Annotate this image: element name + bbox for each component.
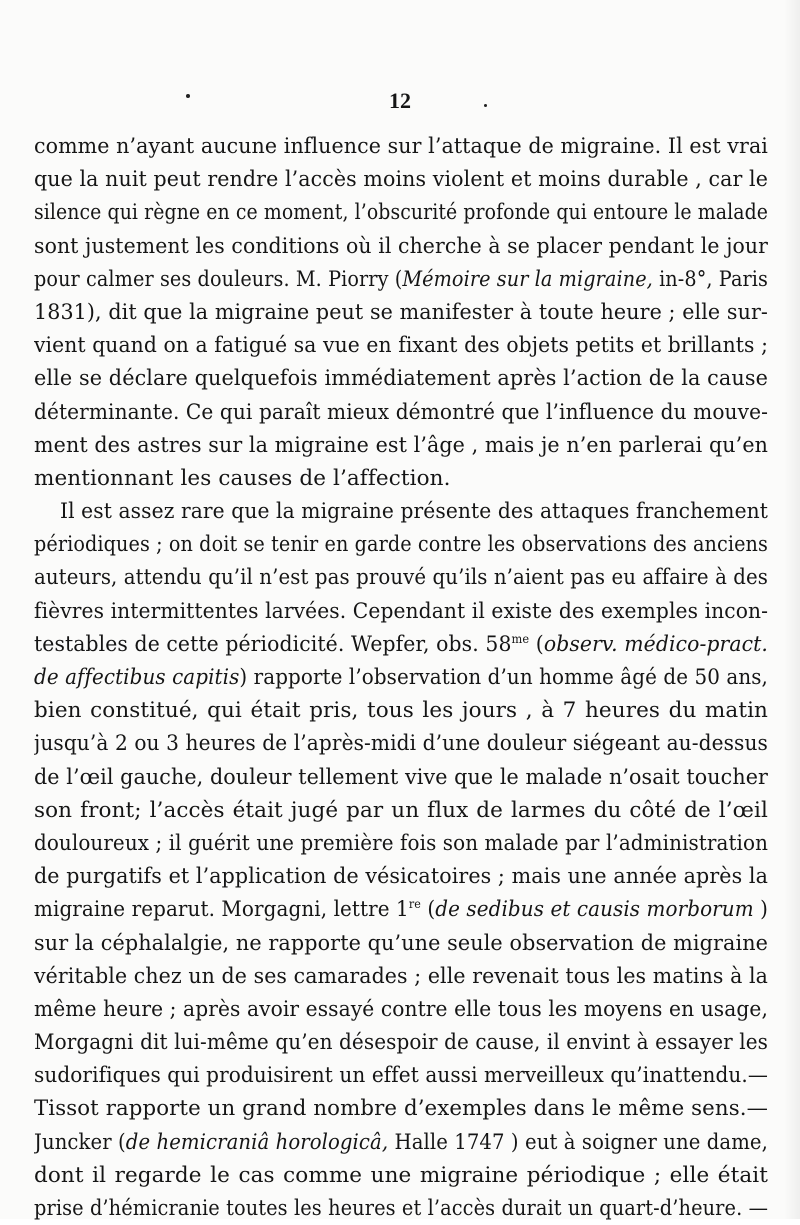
text-line: même heure ; après avoir essayé contre elle tous les moyens en usage, <box>34 996 768 1022</box>
text-line: douloureux ; il guérit une première fois son malade par l’administration <box>34 830 768 856</box>
text-line: testables de cette périodicité. Wepfer, obs. $58^{me}$ (observ. médico-pract. <box>34 631 768 657</box>
text-line: que la nuit peut rendre l’accès moins violent et moins durable , car le <box>34 167 768 193</box>
text-line: comme n’ayant aucune influence sur l’attaque de migraine. Il est vrai <box>34 134 768 159</box>
text-line: sont justement les conditions où il cherche à se placer pendant le jour <box>34 233 768 259</box>
paragraph-1 <box>34 130 768 495</box>
text-line: bien constitué, qui était pris, tous les jours , à 7 heures du matin <box>34 698 768 724</box>
text-line: silence qui règne en ce moment, l’obscurité profonde qui entoure le malade <box>34 200 768 226</box>
text-line: elle se déclare quelquefois immédiatement après l’action de la cause <box>34 366 768 392</box>
text-line: Tissot rapporte un grand nombre d’exemples dans le même sens.— <box>34 1096 768 1122</box>
paragraph-2 <box>34 495 768 1225</box>
text-line: pour calmer ses douleurs. M. Piorry (Mémoire sur la migraine, in-8°, Paris <box>34 266 768 292</box>
page-number: 12 <box>389 88 411 113</box>
text-line: jusqu’à 2 ou 3 heures de l’après-midi d’une douleur siégeant au-dessus <box>34 731 768 757</box>
text-line: Juncker (de hemicraniâ horologicâ, Halle 1747 ) eut à soigner une dame, <box>34 1129 768 1155</box>
text-line: ment des astres sur la migraine est l’âge , mais je n’en parlerai qu’en <box>34 432 768 458</box>
text-line: mentionnant les causes de l’affection. <box>34 465 451 491</box>
text-line: Il est assez rare que la migraine présente des attaques franchement <box>60 499 768 525</box>
text-line: fièvres intermittentes larvées. Cependant il existe des exemples incon- <box>34 598 768 624</box>
text-line: 1831), dit que la migraine peut se manifester à toute heure ; elle sur- <box>34 299 768 325</box>
text-line: dont il regarde le cas comme une migraine périodique ; elle était <box>34 1162 768 1188</box>
text-line: périodiques ; on doit se tenir en garde contre les observations des anciens <box>34 532 768 558</box>
text-line: véritable chez un de ses camarades ; elle revenait tous les matins à la <box>34 963 768 989</box>
body-text <box>34 130 768 1225</box>
text-line: déterminante. Ce qui paraît mieux démontré que l’influence du mouve- <box>34 399 768 425</box>
text-line: auteurs, attendu qu’il n’est pas prouvé qu’ils n’aient pas eu affaire à des <box>34 565 768 591</box>
text-line: migraine reparut. Morgagni, lettre 1re (de sedibus et causis morborum ) <box>34 897 768 923</box>
text-line: vient quand on a fatigué sa vue en fixant des objets petits et brillants ; <box>34 333 768 359</box>
text-line: sur la céphalalgie, ne rapporte qu’une seule observation de migraine <box>34 930 768 956</box>
text-line: sudorifiques qui produisirent un effet aussi merveilleux qu’inattendu.— <box>34 1063 768 1089</box>
text-line: de affectibus capitis) rapporte l’observation d’un homme âgé de 50 ans, <box>34 665 768 690</box>
text-line: prise d’hémicranie toutes les heures et l’accès durait un quart-d’heure. — <box>34 1196 768 1221</box>
page-edge-shadow <box>784 0 800 1219</box>
text-line: son front; l’accès était jugé par un flux de larmes du côté de l’œil <box>34 797 768 823</box>
text-line: de l’œil gauche, douleur tellement vive que le malade n’osait toucher <box>34 764 768 790</box>
text-line: Morgagni dit lui-même qu’en désespoir de cause, il envint à essayer les <box>34 1030 768 1056</box>
text-line: de purgatifs et l’application de vésicatoires ; mais une année après la <box>34 864 768 890</box>
